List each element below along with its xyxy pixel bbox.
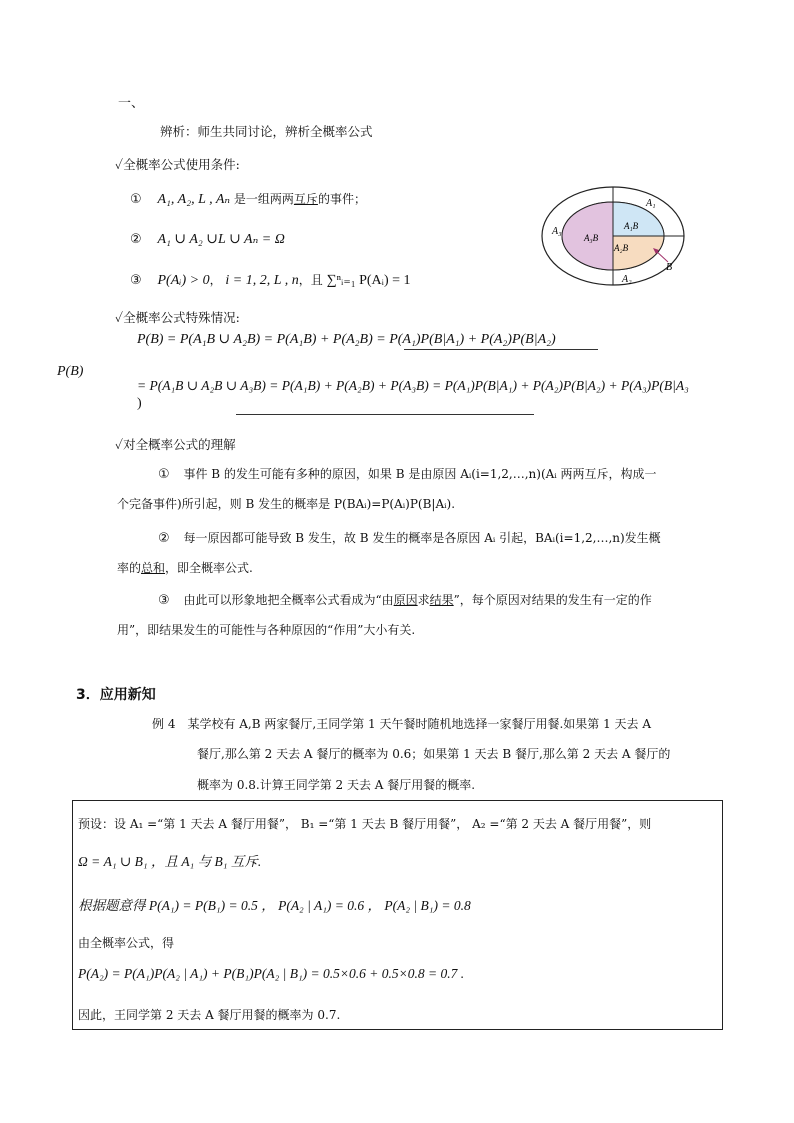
condition-1: ① A₁, A₂, L , Aₙ 是一组两两互斥的事件； (130, 192, 366, 207)
circled-number: ① (130, 192, 142, 207)
solution-box (72, 800, 723, 1030)
circled-number: ① (158, 467, 170, 482)
label-a2b: A₂B (614, 243, 629, 253)
understand-1-line2: 个完备事件)所引起，则 B 发生的概率是 P(BAᵢ)=P(Aᵢ)P(B|Aᵢ). (117, 497, 456, 511)
label-b: B (666, 262, 673, 273)
circled-number: ② (130, 232, 142, 247)
section-3-heading: 3．应用新知 (76, 687, 156, 703)
solution-line5: P(A₂) = P(A₁)P(A₂ | A₁) + P(B₁)P(A₂ | B₁) = 0.5×0.6 + 0.5×0.8 = 0.7 . (78, 966, 465, 981)
solution-line3: 根据题意得 P(A₁) = P(B₁) = 0.5 ， P(A₂ | A₁) = 0.6 ， P(A₂ | B₁) = 0.8 (78, 898, 471, 913)
condition-1-math: A₁, A₂, L , Aₙ (157, 192, 231, 207)
formula-label-pb: P(B) (57, 364, 84, 379)
example-line3: 概率为 0.8.计算王同学第 2 天去 A 餐厅用餐的概率. (197, 778, 476, 792)
understand-2-line2: 率的总和，即全概率公式. (117, 561, 253, 575)
solution-line6: 因此，王同学第 2 天去 A 餐厅用餐的概率为 0.7. (78, 1008, 341, 1022)
formula-two-events: P(B) = P(A₁B ∪ A₂B) = P(A₁B) + P(A₂B) = P(A₁)P(B|A₁) + P(A₂)P(B|A₂) (137, 332, 556, 347)
understand-2-line1: ② 每一原因都可能导致 B 发生，故 B 发生的概率是各原因 Aᵢ 引起，BAᵢ(i=1,2,…,n)发生概 (158, 531, 661, 546)
example-line2: 餐厅,那么第 2 天去 A 餐厅的概率为 0.6；如果第 1 天去 B 餐厅,那么第 2 天去 A 餐厅的 (197, 747, 671, 761)
label-a2: A₂ (622, 274, 632, 285)
check-icon: ✓ (115, 437, 124, 452)
example-line1: 例 4 某学校有 A,B 两家餐厅,王同学第 1 天午餐时随机地选择一家餐厅用餐.如果第 1 天去 A (152, 717, 652, 731)
label-a3: A₃ (552, 226, 562, 237)
label-a1: A₁ (646, 198, 656, 209)
condition-2 (130, 231, 285, 248)
circled-number: ③ (130, 273, 142, 288)
circled-number: ③ (158, 593, 170, 608)
circled-number: ② (158, 531, 170, 546)
check-icon: ✓ (115, 157, 124, 172)
solution-line4: 由全概率公式，得 (78, 936, 175, 950)
solution-line1: 预设：设 A₁ =“第 1 天去 A 餐厅用餐”， B₁ =“第 1 天去 B 餐厅用餐”， A₂ =“第 2 天去 A 餐厅用餐”，则 (78, 817, 652, 831)
understand-title: ✓对全概率公式的理解 (115, 437, 236, 452)
formula-three-events-cont: ) (137, 396, 142, 411)
label-a3b: A₃B (584, 233, 599, 243)
top-heading: 一、 (118, 96, 145, 111)
special-title: ✓全概率公式特殊情况: (115, 310, 240, 325)
condition-3: ③ P(Aᵢ) > 0， i = 1, 2, L , n，且 ∑ⁿᵢ₌₁ P(Aᵢ) = 1 (130, 273, 411, 288)
condition-2-math: A₁ ∪ A₂ ∪L ∪ Aₙ = Ω (157, 232, 285, 247)
analysis-line: 辨析：师生共同讨论，辨析全概率公式 (160, 124, 373, 139)
solution-line2: Ω = A₁ ∪ B₁ ，且 A₁ 与 B₁ 互斥. (78, 854, 262, 869)
venn-diagram (540, 184, 690, 290)
check-icon: ✓ (115, 310, 124, 325)
formula-three-events: = P(A₁B ∪ A₂B ∪ A₃B) = P(A₁B) + P(A₂B) + P(A₃B) = P(A₁)P(B|A₁) + P(A₂)P(B|A₂) + P(A₃)P(B|A₃ (137, 378, 689, 393)
label-a1b: A₁B (624, 221, 639, 231)
understand-1-line1: ① 事件 B 的发生可能有多种的原因，如果 B 是由原因 Aᵢ(i=1,2,…,n)(Aᵢ 两两互斥，构成一 (158, 467, 657, 482)
understand-3-line2: 用”，即结果发生的可能性与各种原因的“作用”大小有关. (117, 623, 416, 637)
formula-underline (404, 349, 598, 350)
conditions-title: ✓全概率公式使用条件: (115, 157, 240, 172)
formula-underline-2 (236, 414, 534, 415)
understand-3-line1: ③ 由此可以形象地把全概率公式看成为“由原因求结果”，每个原因对结果的发生有一定的作 (158, 593, 652, 608)
